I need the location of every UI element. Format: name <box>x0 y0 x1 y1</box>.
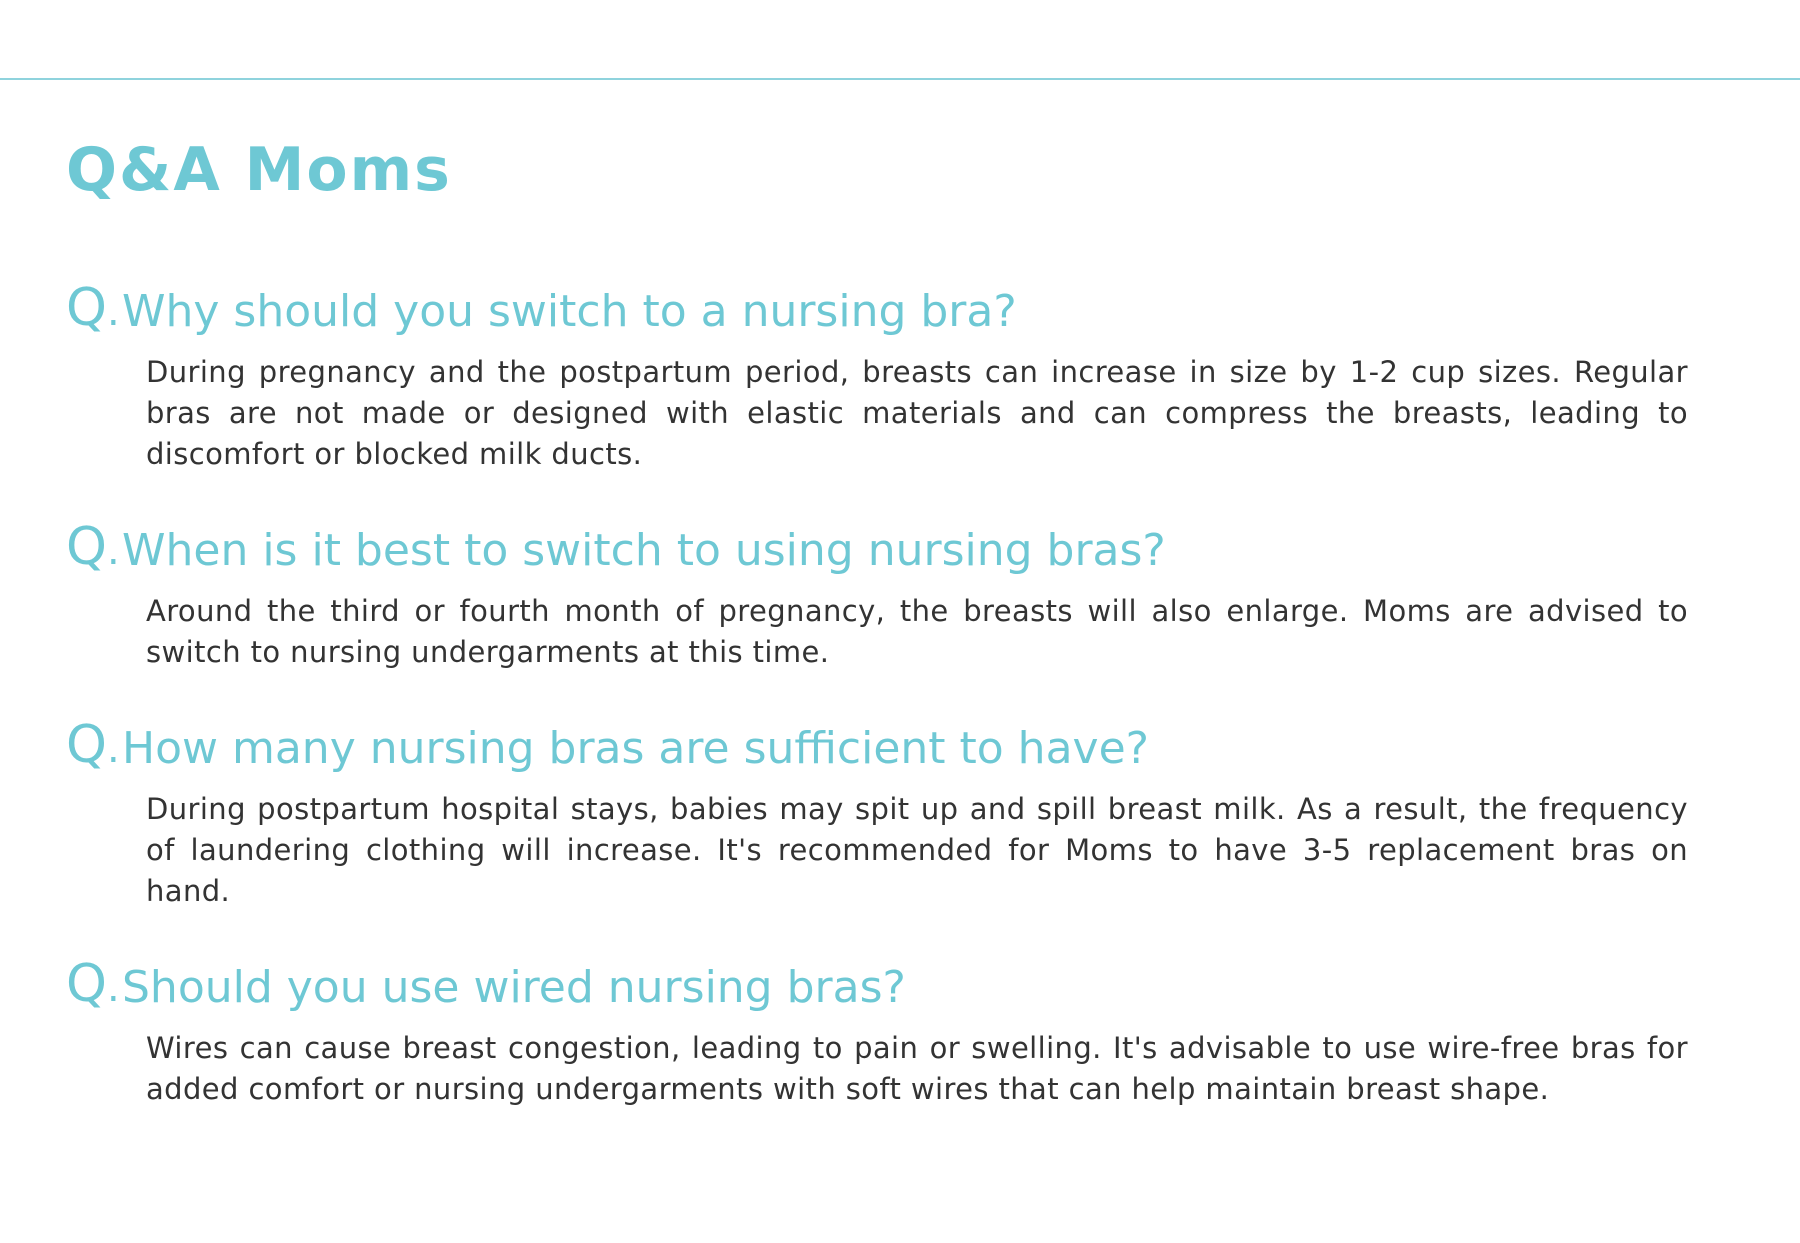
faq-item <box>66 276 1690 475</box>
faq-item <box>66 515 1690 673</box>
question-text: When is it best to switch to using nursing bras? <box>122 525 1166 576</box>
top-divider <box>0 78 1800 80</box>
faq-question <box>66 952 1690 1018</box>
answer-text: Around the third or fourth month of pregnancy, the breasts will also enlarge. Moms are advised to switch to nursing undergarments at this time. <box>146 594 1688 669</box>
faq-item <box>66 952 1690 1110</box>
question-mark-icon: Q. <box>66 715 120 775</box>
question-mark-icon: Q. <box>66 278 120 338</box>
question-mark-icon: Q. <box>66 954 120 1014</box>
question-text: Why should you switch to a nursing bra? <box>122 286 1017 337</box>
question-text: How many nursing bras are sufficient to have? <box>122 723 1149 774</box>
question-text: Should you use wired nursing bras? <box>122 962 906 1013</box>
faq-item <box>66 713 1690 912</box>
question-mark-icon: Q. <box>66 517 120 577</box>
answer-text: Wires can cause breast congestion, leading to pain or swelling. It's advisable to use wire-free bras for added comfort or nursing undergarments with soft wires that can help maintain breast shape. <box>146 1031 1688 1106</box>
faq-question <box>66 713 1690 779</box>
page-title: Q&A Moms <box>66 135 452 205</box>
faq-list <box>66 276 1690 1150</box>
answer-text: During pregnancy and the postpartum period, breasts can increase in size by 1-2 cup sizes. Regular bras are not made or designed with elastic materials and can compress the breasts, leading to discomfort or blocked milk ducts. <box>146 355 1688 471</box>
answer-text: During postpartum hospital stays, babies may spit up and spill breast milk. As a result, the frequency of laundering clothing will increase. It's recommended for Moms to have 3-5 replacement bras on hand. <box>146 792 1688 908</box>
faq-question <box>66 515 1690 581</box>
faq-question <box>66 276 1690 342</box>
